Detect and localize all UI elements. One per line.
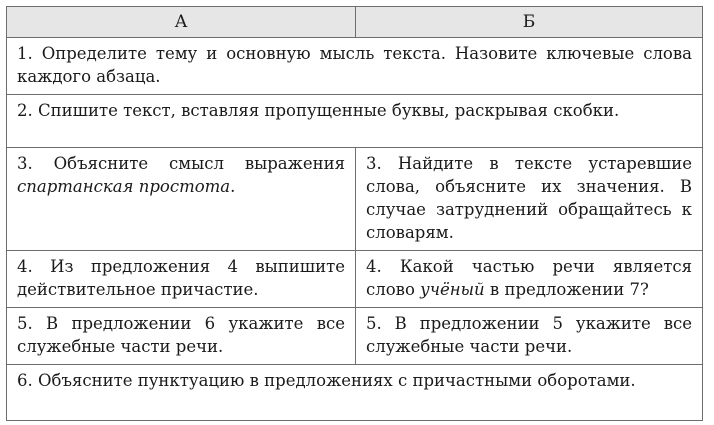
task-3a-text: 3. Объясните смысл выражения [17, 154, 345, 173]
table-row [7, 251, 703, 308]
task-1: 1. Определите тему и основную мысль текста. Назовите ключевые слова каждого абзаца. [7, 38, 703, 95]
column-header-b: Б [356, 7, 703, 38]
task-5-variant-a: 5. В предложении 6 укажите все служебные части речи. [7, 308, 356, 365]
task-4b-word: учёный [420, 280, 485, 299]
column-header-a: А [7, 7, 356, 38]
task-5-variant-b: 5. В предложении 5 укажите все служебные части речи. [356, 308, 703, 365]
task-4b-text: 4. Какой частью речи является слово [366, 257, 692, 299]
task-4b-suffix: в предложении 7? [484, 280, 649, 299]
header-row [7, 7, 703, 38]
task-3a-phrase: спартанская простота [17, 177, 231, 196]
task-3a-suffix: . [230, 177, 236, 196]
task-sheet [6, 6, 703, 421]
task-3-variant-b: 3. Найдите в тексте устаревшие слова, объясните их значения. В случае затруднений обращайтесь к словарям. [356, 148, 703, 251]
table-row [7, 365, 703, 421]
task-6: 6. Объясните пунктуацию в предложениях с причастными оборотами. [7, 365, 703, 421]
task-3-variant-a [7, 148, 356, 251]
tasks-table [6, 6, 703, 421]
task-4-variant-b [356, 251, 703, 308]
table-row [7, 38, 703, 95]
table-row [7, 308, 703, 365]
task-2: 2. Спишите текст, вставляя пропущенные буквы, раскрывая скобки. [7, 95, 703, 148]
table-row [7, 148, 703, 251]
task-4-variant-a: 4. Из предложения 4 выпишите действительное причастие. [7, 251, 356, 308]
table-row [7, 95, 703, 148]
